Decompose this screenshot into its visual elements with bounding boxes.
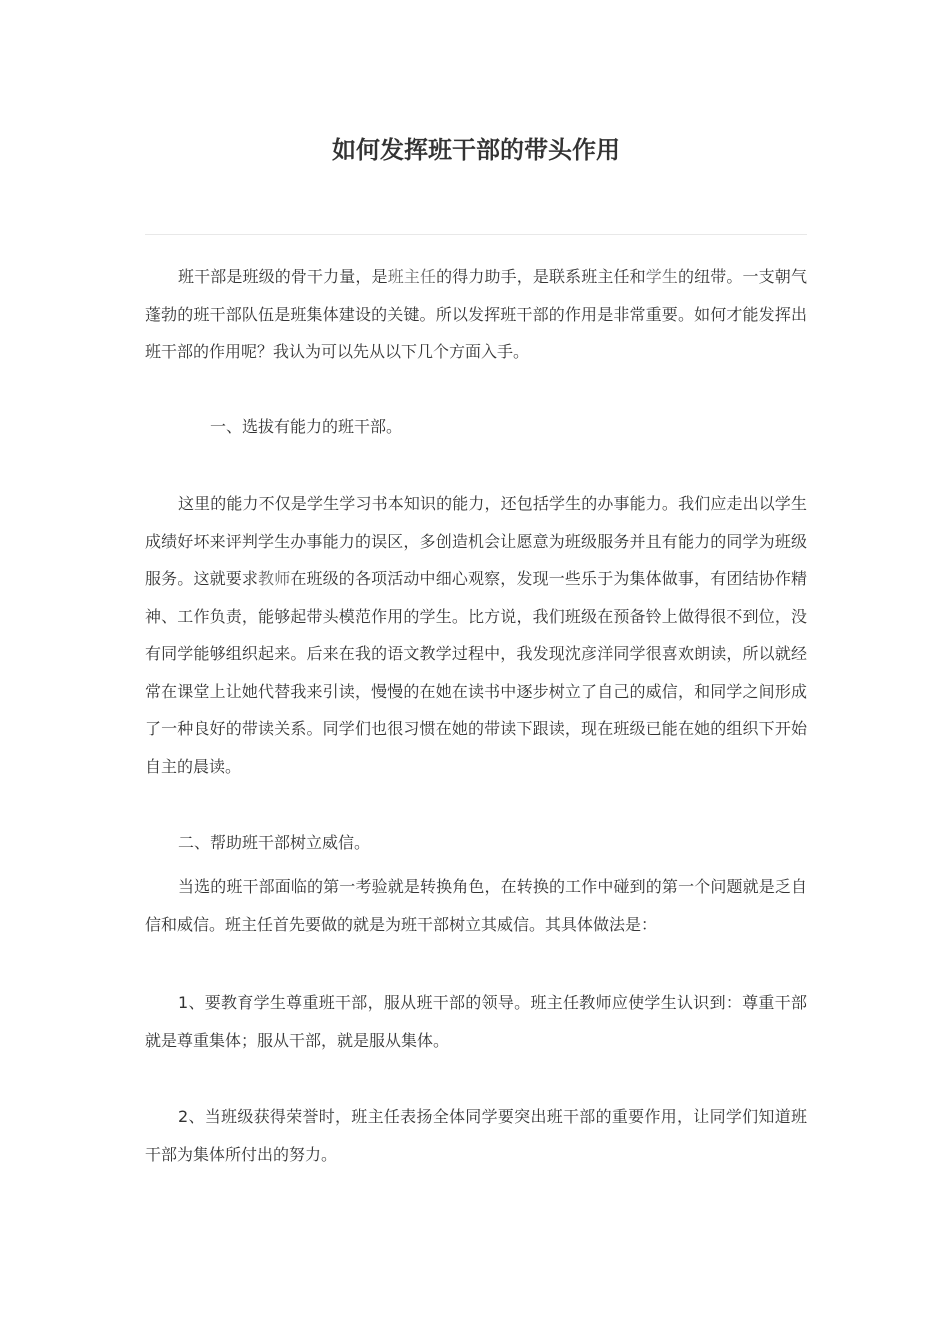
paragraph-selection-text-b: 在班级的各项活动中细心观察，发现一些乐于为集体做事，有团结协作精神、工作负责，能够起带头模范作用的学生。比方说，我们班级在预备铃上做得很不到位，没有同学能够组织起来。后来在我的语文教学过程中，我发现沈彦洋同学很喜欢朗读，所以就经常在课堂上让她代替我来引读，慢慢的在她在读书中逐步树立了自己的威信，和同学之间形成了一种良好的带读关系。同学们也很习惯在她的带读下跟读，现在班级已能在她的组织下开始自主的晨读。 <box>145 569 807 776</box>
paragraph-intro-text-a: 班干部是班级的骨干力量，是 <box>178 267 388 286</box>
section-heading-1: 一、选拔有能力的班干部。 <box>210 417 403 436</box>
paragraph-selection <box>145 485 807 785</box>
title-divider <box>145 234 807 235</box>
link-xuesheng[interactable]: 学生 <box>645 267 679 286</box>
paragraph-intro <box>145 258 807 371</box>
link-banzhuren[interactable]: 班主任 <box>387 267 437 286</box>
page-title: 如何发挥班干部的带头作用 <box>332 136 620 164</box>
paragraph-intro-text-c: 的纽带。一支朝气蓬勃的班干部队伍是班集体建设的关键。所以发挥班干部的作用是非常重要。如何才能发挥出班干部的作用呢？我认为可以先从以下几个方面入手。 <box>145 267 807 361</box>
link-jiaoshi[interactable]: 教师 <box>258 569 291 588</box>
paragraph-selection-text-a: 这里的能力不仅是学生学习书本知识的能力，还包括学生的办事能力。我们应走出以学生成绩好坏来评判学生办事能力的误区，多创造机会让愿意为班级服务并且有能力的同学为班级服务。这就要求 <box>145 494 807 588</box>
section-heading-2: 二、帮助班干部树立威信。 <box>178 833 371 852</box>
paragraph-authority: 当选的班干部面临的第一考验就是转换角色，在转换的工作中碰到的第一个问题就是乏自信和威信。班主任首先要做的就是为班干部树立其威信。其具体做法是： <box>145 877 807 934</box>
paragraph-item-2: 2、当班级获得荣誉时，班主任表扬全体同学要突出班干部的重要作用，让同学们知道班干部为集体所付出的努力。 <box>145 1107 807 1164</box>
paragraph-intro-text-b: 的得力助手，是联系班主任和 <box>436 267 646 286</box>
paragraph-item-1: 1、要教育学生尊重班干部，服从班干部的领导。班主任教师应使学生认识到：尊重干部就是尊重集体；服从干部，就是服从集体。 <box>145 993 807 1050</box>
